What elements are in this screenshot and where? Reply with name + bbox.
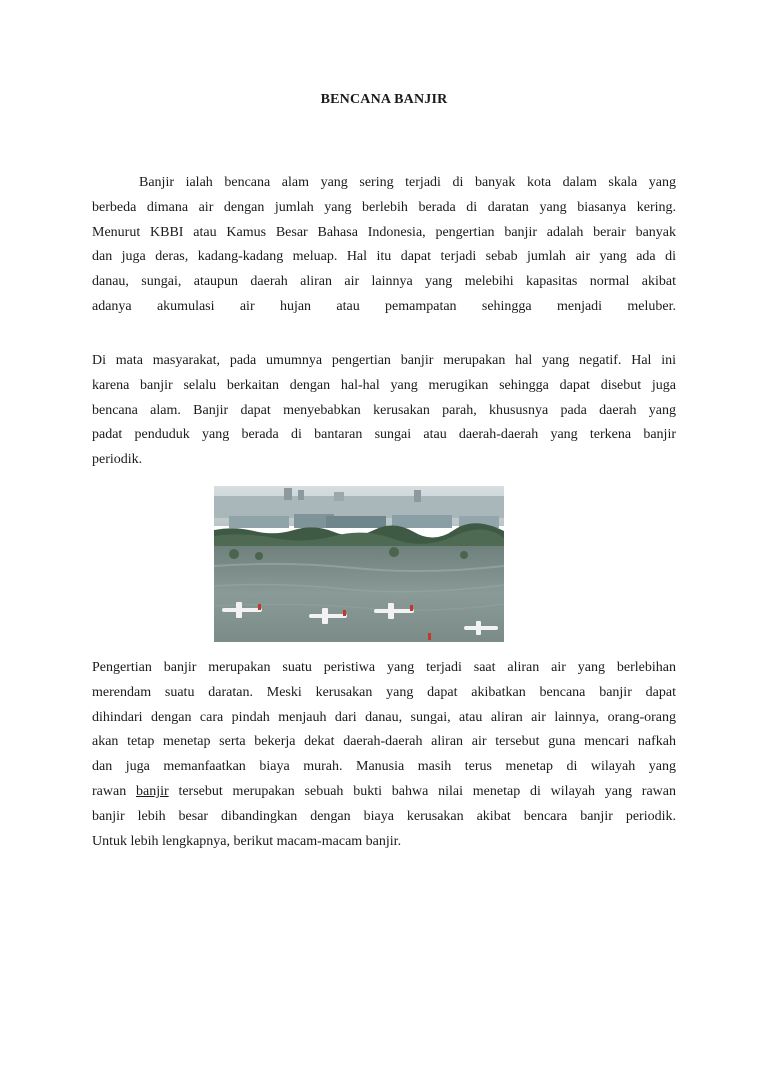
paragraph-line: Pengertian banjir merupakan suatu peristiwa yang terjadi saat aliran air yang berlebihan [92,660,676,675]
paragraph-line: dihindari dengan cara pindah menjauh dari danau, sungai, atau aliran air lainnya, orang-orang [92,709,676,725]
paragraph-2 [92,349,676,473]
flooded-airport-photo [214,486,504,642]
paragraph-line: periodik. [92,452,143,468]
paragraph-line: bencana alam. Banjir dapat menyebabkan kerusakan parah, khususnya pada daerah yang [92,402,676,418]
paragraph-line: banjir lebih besar dibandingkan dengan biaya kerusakan akibat bencara banjir periodik. [92,808,676,824]
document-title: BENCANA BANJIR [320,92,448,107]
paragraph-line: karena banjir selalu berkaitan dengan hal-hal yang merugikan sehingga dapat disebut juga [92,377,676,393]
paragraph-line: dan juga memanfaatkan biaya murah. Manusia masih terus menetap di wilayah yang [92,759,676,775]
banjir-link[interactable]: banjir [136,783,169,799]
paragraph-line: padat penduduk yang berada di bantaran sungai atau daerah-daerah yang terkena banjir [92,427,676,443]
paragraph-line: dan juga deras, kadang-kadang meluap. Hal itu dapat terjadi sebab jumlah air yang ada di [92,249,676,265]
paragraph-line: Di mata masyarakat, pada umumnya pengertian banjir merupakan hal yang negatif. Hal ini [92,353,676,368]
paragraph-line: Menurut KBBI atau Kamus Besar Bahasa Indonesia, pengertian banjir adalah berair banyak [92,224,676,240]
text-fragment: tersebut merupakan sebuah bukti bahwa nilai menetap di wilayah yang rawan [178,783,676,799]
paragraph-3 [92,656,676,854]
paragraph-line: merendam suatu daratan. Meski kerusakan yang dapat akibatkan bencana banjir dapat [92,684,676,700]
paragraph-line: adanya akumulasi air hujan atau pemampatan sehingga menjadi meluber. [92,298,676,314]
paragraph-line: berbeda dimana air dengan jumlah yang berlebih berada di daratan yang biasanya kering. [92,199,676,215]
text-fragment: rawan [92,783,127,799]
paragraph-1 [92,171,676,320]
paragraph-line: Banjir ialah bencana alam yang sering terjadi di banyak kota dalam skala yang [139,175,676,190]
paragraph-line: Untuk lebih lengkapnya, berikut macam-macam banjir. [92,833,402,849]
paragraph-line [92,780,676,805]
paragraph-line: akan tetap menetap serta bekerja dekat daerah-daerah aliran air tersebut guna mencari nafkah [92,734,676,750]
photo-image [214,486,504,642]
paragraph-line: danau, sungai, ataupun daerah aliran air lainnya yang melebihi kapasitas normal akibat [92,274,676,290]
